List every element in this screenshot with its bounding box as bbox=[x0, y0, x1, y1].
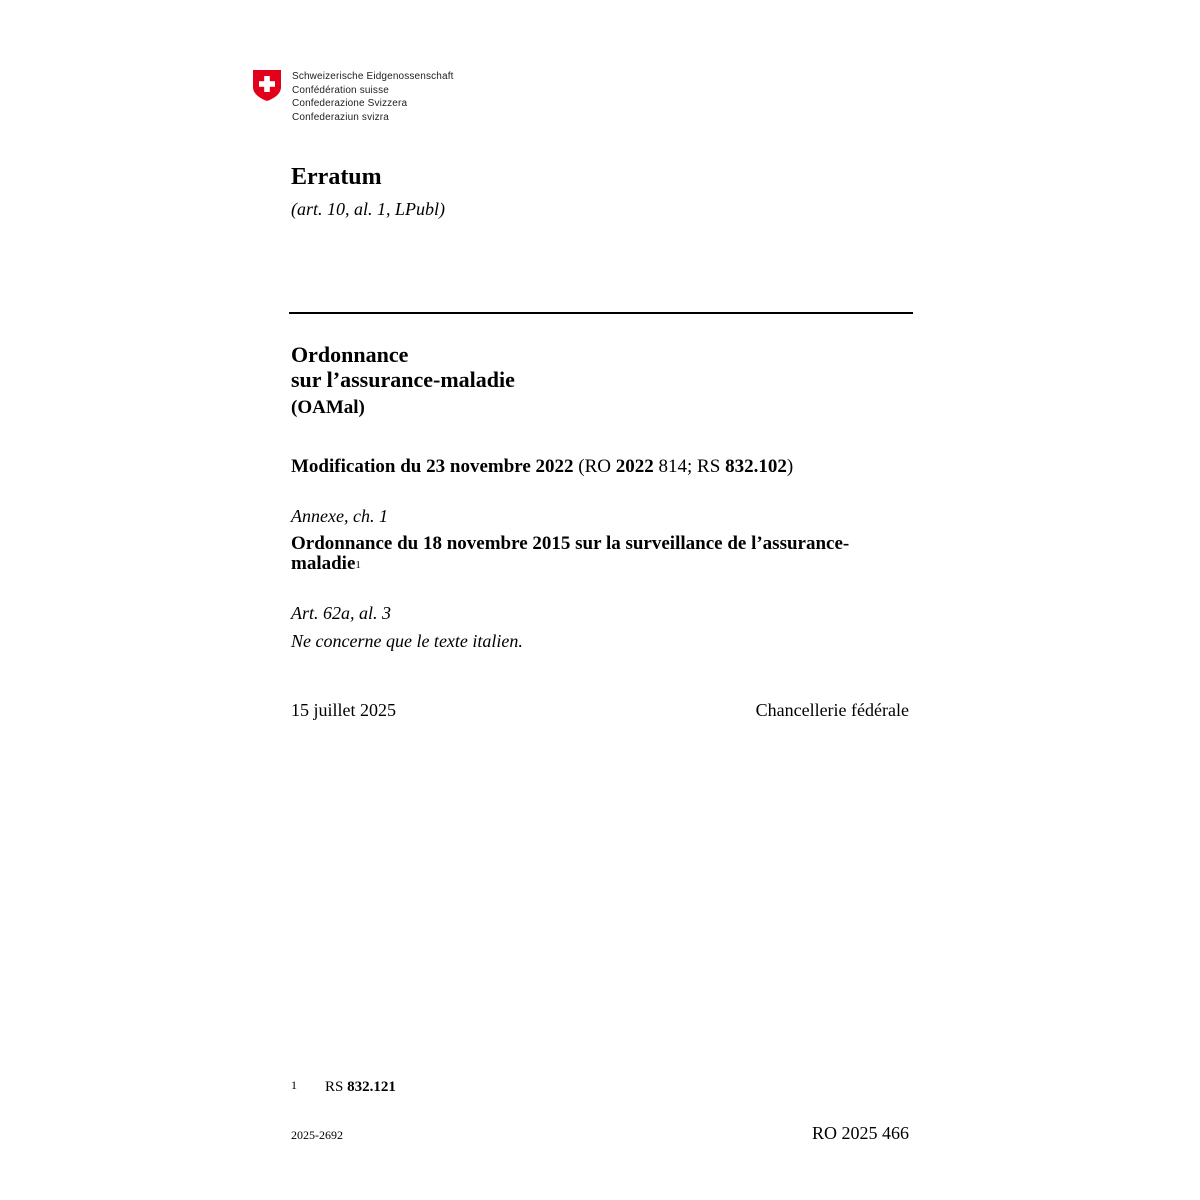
wordmark-line-rm: Confederaziun svizra bbox=[292, 112, 389, 124]
document-id: 2025-2692 bbox=[291, 1128, 343, 1142]
issuing-authority: Chancellerie fédérale bbox=[755, 700, 909, 720]
wordmark-line-de: Schweizerische Eidgenossenschaft bbox=[292, 71, 454, 82]
article-text: Ne concerne que le texte italien. bbox=[291, 631, 523, 651]
separator-rule bbox=[289, 312, 913, 314]
modification-ro-year: 2022 bbox=[615, 456, 654, 477]
erratum-legal-reference: (art. 10, al. 1, LPubl) bbox=[291, 199, 446, 219]
modification-ro-page: 814; RS bbox=[653, 456, 726, 477]
annex-title-line1: Ordonnance du 18 novembre 2015 sur la surveillance de l’assurance- bbox=[291, 533, 850, 554]
wordmark-line-fr: Confédération suisse bbox=[292, 84, 389, 96]
erratum-title: Erratum bbox=[291, 164, 382, 190]
footnote-mark[interactable]: 1 bbox=[355, 559, 361, 571]
modification-label: Modification du 23 novembre 2022 bbox=[291, 456, 574, 477]
swiss-cross-shield-icon bbox=[253, 70, 281, 101]
ordinance-title-line1: Ordonnance bbox=[291, 342, 409, 367]
modification-close: ) bbox=[786, 456, 794, 477]
confederation-wordmark bbox=[292, 70, 454, 125]
annex-title-line2: maladie bbox=[291, 553, 356, 574]
wordmark-line-it: Confederazione Svizzera bbox=[292, 98, 408, 110]
footnote-text bbox=[325, 1079, 396, 1096]
ordinance-abbreviation: (OAMal) bbox=[291, 397, 365, 418]
footnote-number: 1 bbox=[291, 1078, 297, 1092]
footnote-prefix: RS bbox=[325, 1079, 348, 1095]
modification-line bbox=[291, 456, 793, 478]
ordinance-title bbox=[291, 342, 515, 392]
modification-rs-number: 832.102 bbox=[725, 456, 787, 477]
publication-date: 15 juillet 2025 bbox=[291, 700, 396, 720]
annex-ordinance-title bbox=[291, 534, 911, 574]
modification-ro-open: (RO bbox=[573, 456, 616, 477]
ro-reference: RO 2025 466 bbox=[811, 1123, 909, 1143]
annex-reference: Annexe, ch. 1 bbox=[291, 506, 388, 526]
footnote-rs-number: 832.121 bbox=[347, 1079, 396, 1095]
article-reference: Art. 62a, al. 3 bbox=[291, 603, 392, 623]
ordinance-title-line2: sur l’assurance-maladie bbox=[291, 367, 515, 392]
